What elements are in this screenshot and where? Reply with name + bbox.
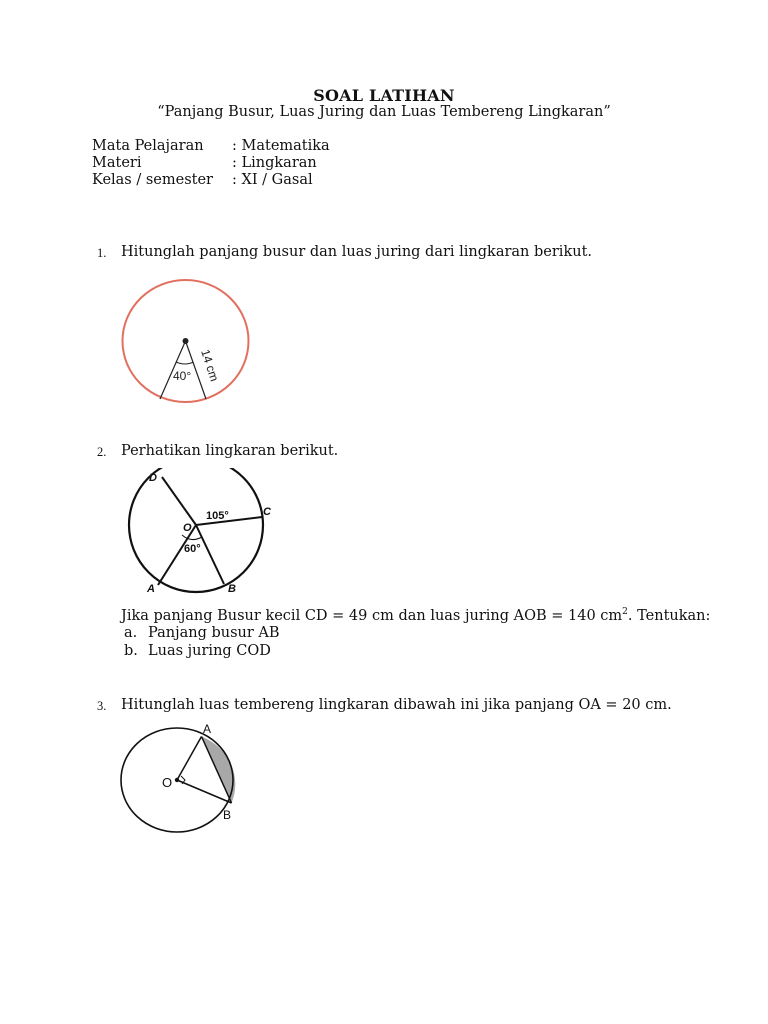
point-label-a: A: [203, 722, 212, 736]
question-number: 3.: [97, 699, 107, 713]
sub-item-text: Luas juring COD: [148, 643, 271, 659]
prompt-text-after: . Tentukan:: [627, 607, 711, 624]
question-text: Hitunglah panjang busur dan luas juring dari lingkaran berikut.: [121, 244, 593, 260]
question-prompt: [121, 607, 710, 624]
circle-outline: [129, 468, 263, 592]
question-number: 1.: [97, 246, 107, 260]
radius-oa: [177, 737, 202, 781]
center-point: [183, 338, 189, 344]
point-label-b: B: [228, 583, 236, 595]
question-text: Perhatikan lingkaran berikut.: [121, 443, 339, 459]
center-point: [175, 778, 179, 782]
document-subtitle: “Panjang Busur, Luas Juring dan Luas Tembereng Lingkaran”: [157, 104, 611, 120]
point-label-o: O: [162, 775, 173, 790]
point-label-d: D: [149, 472, 157, 484]
point-label-o: O: [183, 522, 192, 534]
circle-figure-3: [115, 718, 245, 842]
question-number: 2.: [97, 445, 107, 459]
radius-oa: [158, 525, 196, 585]
sub-item-text: Panjang busur AB: [148, 625, 280, 641]
angle-arc: [182, 535, 202, 540]
angle-label-cod: 105°: [206, 510, 229, 522]
point-label-a: A: [147, 583, 155, 595]
circle-figure-1: [110, 278, 260, 410]
prompt-superscript: 2: [622, 607, 628, 617]
angle-label: 40°: [173, 369, 192, 383]
sub-item-letter: b.: [124, 643, 138, 659]
sub-item-letter: a.: [124, 625, 138, 641]
radius-label: 14 cm: [198, 347, 222, 384]
meta-label: Mata Pelajaran: [92, 138, 204, 154]
meta-value: : Lingkaran: [232, 155, 317, 171]
meta-label: Kelas / semester: [92, 172, 213, 188]
meta-value: : XI / Gasal: [232, 172, 313, 188]
point-label-b: B: [223, 808, 232, 822]
circle-figure-2: [120, 468, 280, 598]
question-text: Hitunglah luas tembereng lingkaran dibawah ini jika panjang OA = 20 cm.: [121, 697, 672, 713]
point-label-c: C: [263, 506, 271, 518]
angle-arc: [176, 362, 194, 364]
meta-value: : Matematika: [232, 138, 330, 154]
angle-label-aob: 60°: [184, 543, 201, 555]
meta-label: Materi: [92, 155, 142, 171]
document-title: SOAL LATIHAN: [313, 86, 455, 105]
radius-od: [162, 477, 196, 525]
prompt-text-before: Jika panjang Busur kecil CD = 49 cm dan luas juring AOB = 140 cm: [121, 607, 623, 624]
